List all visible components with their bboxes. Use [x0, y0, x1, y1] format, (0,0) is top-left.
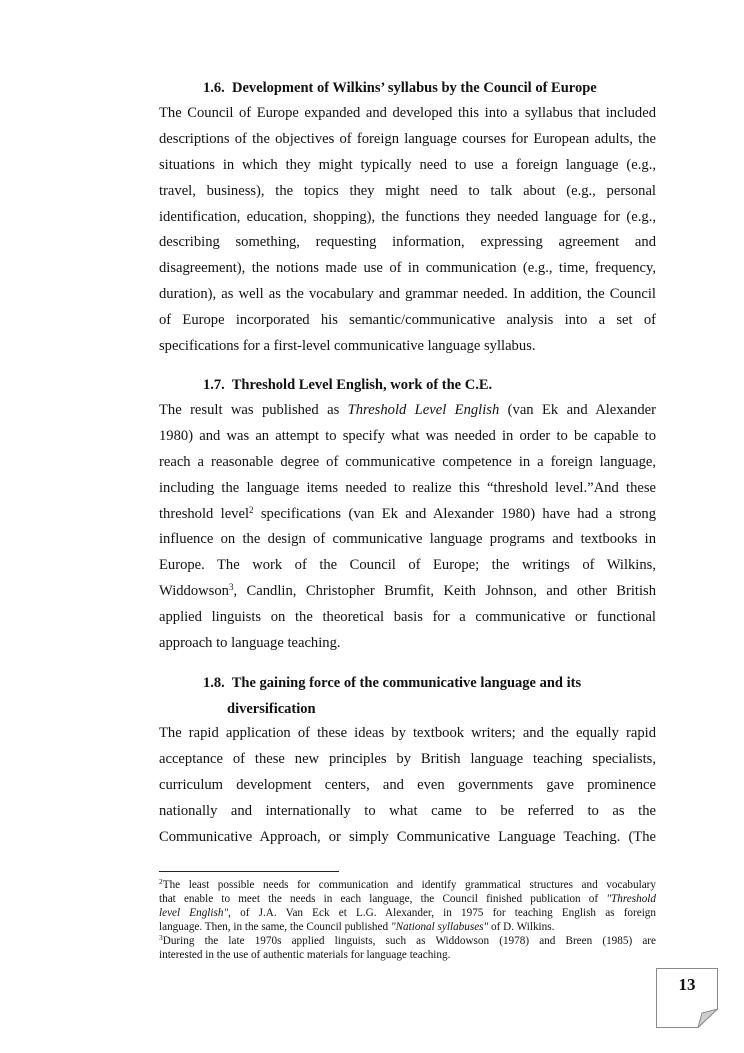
text-line: influence on the design of communicative language programs and textbooks in: [159, 531, 656, 548]
section-title: Threshold Level English, work of the C.E.: [231, 377, 493, 393]
text-line: Widdowson$^3$, Candlin, Christopher Brumfit, Keith Johnson, and other British: [159, 582, 656, 600]
text-line: applied linguists on the theoretical basis for a communicative or functional: [159, 609, 656, 626]
text-line: nationally and internationally to what came to be referred to as the: [159, 802, 656, 819]
paragraph-council-of-europe: [159, 101, 656, 360]
page-number-box: [656, 968, 718, 1028]
text-line: Communicative Approach, or simply Communicative Language Teaching. (The: [159, 828, 656, 845]
paragraph-threshold-level: [159, 398, 656, 657]
footnote-2-line: language. Then, in the same, the Council published "National syllabuses" of D. Wilkins.: [159, 921, 555, 933]
book-title: Threshold Level English: [347, 402, 500, 418]
section-title: Development of Wilkins’ syllabus by the Council of Europe: [232, 80, 597, 96]
text-line: acceptance of these new principles by British language teaching specialists,: [159, 750, 656, 767]
text-line: descriptions of the objectives of foreign language courses for European adults, the: [159, 130, 656, 147]
text-line: of Europe incorporated his semantic/communicative analysis into a set of: [159, 312, 656, 329]
text-line: threshold level$^2$ specifications (van Ek and Alexander 1980) have had a strong: [159, 504, 656, 522]
section-number: 1.6.: [203, 80, 225, 96]
section-heading-1-8-cont: [227, 700, 316, 718]
text-line: specifications for a first-level communicative language syllabus.: [159, 338, 536, 355]
footnote-mark-3: 3: [159, 933, 163, 942]
text-line: identification, education, shopping), the functions they needed language for (e.g.,: [159, 208, 656, 225]
footnote-ref-2[interactable]: 2: [249, 504, 254, 515]
footnote-2-line: that enable to meet the needs in each language, the Council finished publication of "Threshold: [159, 893, 656, 905]
footnote-separator: [159, 871, 339, 872]
section-heading-1-6: [203, 79, 597, 97]
text-line: disagreement), the notions made use of in communication (e.g., time, frequency,: [159, 260, 656, 277]
text-line: describing something, requesting information, expressing agreement and: [159, 234, 656, 251]
text-line: reach a reasonable degree of communicative competence in a foreign language,: [159, 453, 656, 470]
footnote-mark-2: 2: [159, 877, 163, 886]
text-line: including the language items needed to realize this “threshold level.”And these: [159, 479, 656, 496]
footnotes: [159, 878, 656, 962]
text-line: The Council of Europe expanded and developed this into a syllabus that included: [159, 105, 656, 121]
section-title: The gaining force of the communicative language and its: [231, 675, 582, 691]
section-number: 1.8.: [203, 675, 225, 691]
section-heading-1-8: [203, 674, 581, 692]
text-line: travel, business), the topics they might need to talk about (e.g., personal: [159, 182, 656, 199]
paragraph-communicative-approach: [159, 721, 656, 850]
text-line: Europe. The work of the Council of Europe; the writings of Wilkins,: [159, 557, 656, 574]
footnote-3-line: interested in the use of authentic materials for language teaching.: [159, 949, 451, 961]
section-heading-1-7: [203, 376, 492, 394]
page-number: 13: [678, 975, 696, 994]
text-line: curriculum development centers, and even governments gave prominence: [159, 776, 656, 793]
footnote-2-line: $^2$The least possible needs for communication and identify grammatical structures and vocabulary: [159, 877, 656, 891]
text-line: duration), as well as the vocabulary and grammar needed. In addition, the Council: [159, 286, 656, 303]
text-line: The result was published as Threshold Level English (van Ek and Alexander: [159, 402, 656, 418]
section-title-cont: diversification: [227, 701, 316, 717]
text-line: situations in which they might typically need to use a foreign language (e.g.,: [159, 156, 656, 173]
text-line: The rapid application of these ideas by textbook writers; and the equally rapid: [159, 725, 656, 741]
text-line: approach to language teaching.: [159, 635, 341, 652]
footnote-2-line: level English", of J.A. Van Eck et L.G. Alexander, in 1975 for teaching English as foreign: [159, 907, 656, 919]
section-number: 1.7.: [203, 377, 225, 393]
footnote-3-line: $^3$During the late 1970s applied linguists, such as Widdowson (1978) and Breen (1985) are: [159, 933, 656, 947]
text-line: 1980) and was an attempt to specify what was needed in order to be capable to: [159, 427, 656, 444]
footnote-ref-3[interactable]: 3: [228, 582, 234, 593]
